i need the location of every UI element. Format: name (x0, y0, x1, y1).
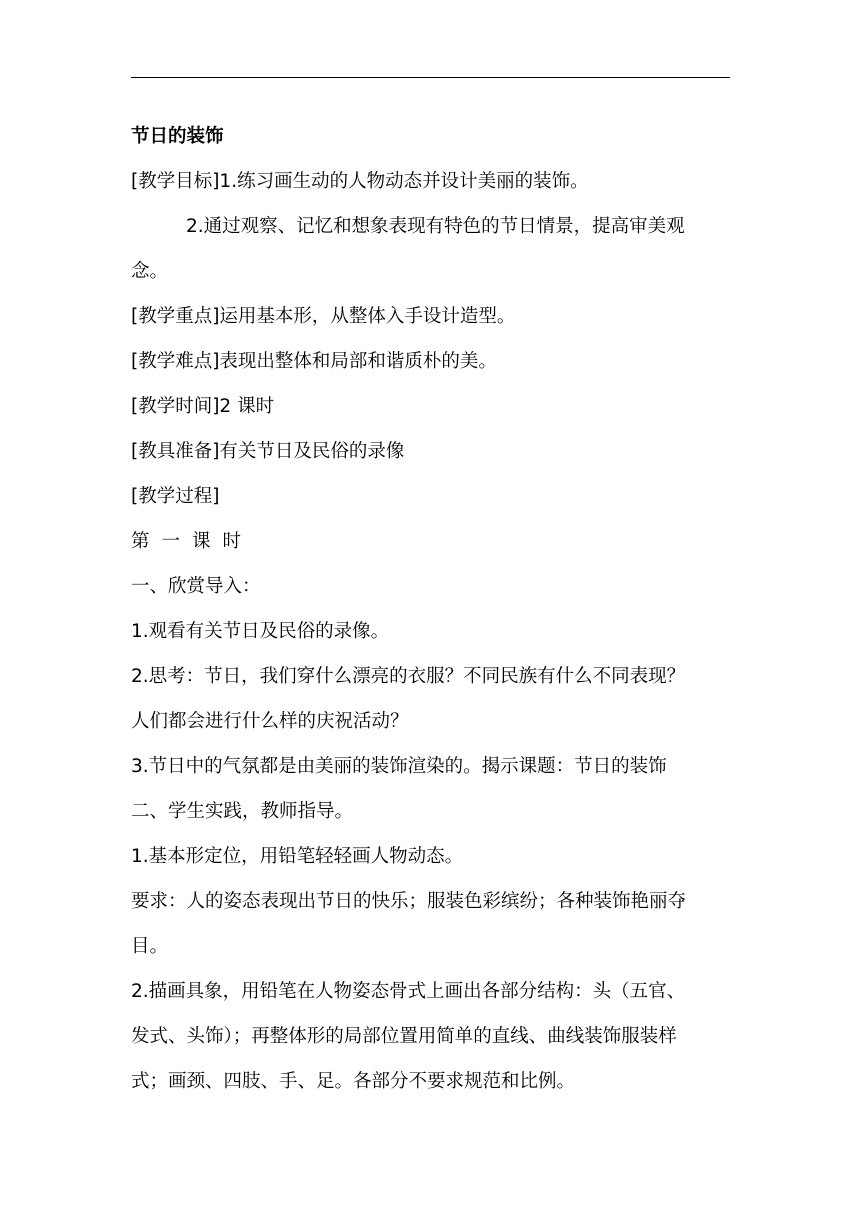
paragraph-teaching-goal-2-cont: 念。 (131, 261, 169, 282)
practice-requirement: 要求：人的姿态表现出节日的快乐；服装色彩缤纷；各种装饰艳丽夺 (131, 891, 687, 912)
paragraph-teaching-time: [教学时间]2 课时 (131, 396, 275, 417)
section-first-lesson: 第一课时 (131, 531, 254, 552)
document-title: 节日的装饰 (131, 126, 224, 147)
heading-appreciation: 一、欣赏导入： (131, 576, 261, 597)
list-item-2-cont: 人们都会进行什么样的庆祝活动？ (131, 711, 409, 732)
practice-item-1: 1.基本形定位，用铅笔轻轻画人物动态。 (131, 846, 464, 867)
practice-requirement-cont: 目。 (131, 936, 169, 957)
paragraph-teaching-aids: [教具准备]有关节日及民俗的录像 (131, 441, 405, 462)
header-rule (131, 77, 730, 78)
paragraph-teaching-goal: [教学目标]1.练习画生动的人物动态并设计美丽的装饰。 (131, 171, 589, 192)
practice-item-2-cont-2: 式；画颈、四肢、手、足。各部分不要求规范和比例。 (131, 1071, 576, 1092)
list-item-3: 3.节日中的气氛都是由美丽的装饰渲染的。揭示课题：节日的装饰 (131, 756, 667, 777)
practice-item-2: 2.描画具象，用铅笔在人物姿态骨式上画出各部分结构：头（五官、 (131, 981, 686, 1002)
document-body (131, 114, 731, 1104)
paragraph-teaching-goal-2: 2.通过观察、记忆和想象表现有特色的节日情景，提高审美观 (186, 216, 685, 237)
list-item-2: 2.思考：节日，我们穿什么漂亮的衣服？不同民族有什么不同表现？ (131, 666, 686, 687)
list-item-1: 1.观看有关节日及民俗的录像。 (131, 621, 390, 642)
paragraph-teaching-process: [教学过程] (131, 486, 220, 507)
paragraph-key-point: [教学重点]运用基本形，从整体入手设计造型。 (131, 306, 516, 327)
practice-item-2-cont-1: 发式、头饰）；再整体形的局部位置用简单的直线、曲线装饰服装样 (131, 1026, 677, 1047)
heading-student-practice: 二、学生实践，教师指导。 (131, 801, 354, 822)
paragraph-difficulty: [教学难点]表现出整体和局部和谐质朴的美。 (131, 351, 497, 372)
